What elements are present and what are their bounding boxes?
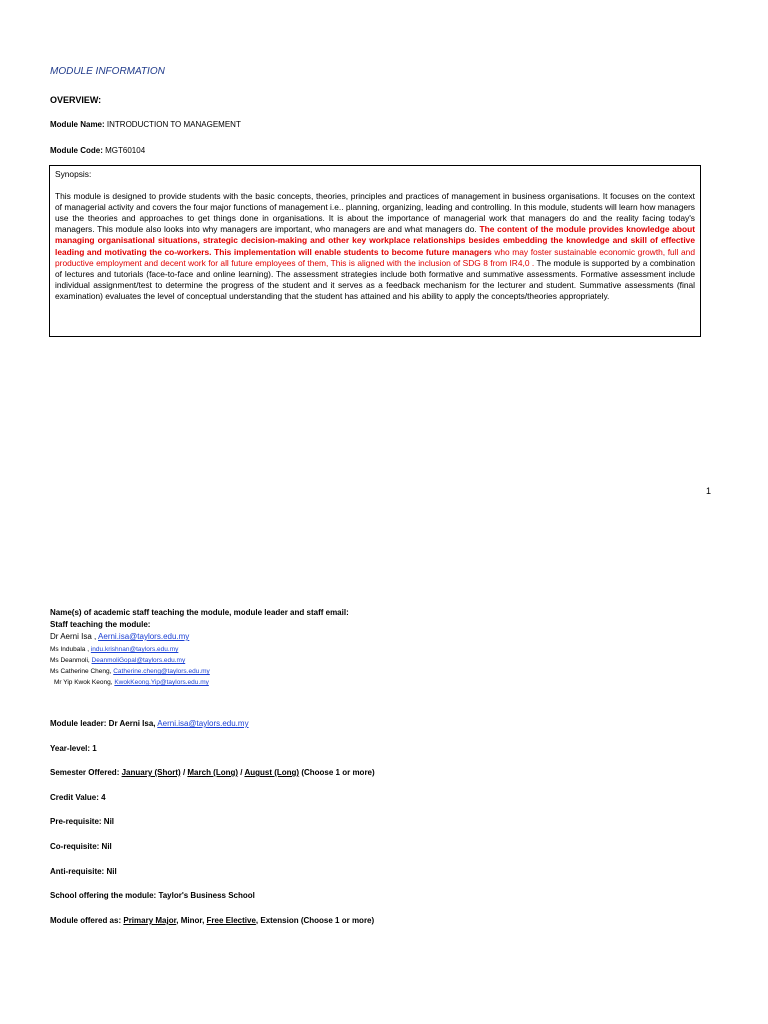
- semester-note: (Choose 1 or more): [301, 768, 375, 777]
- module-leader-email[interactable]: Aerni.isa@taylors.edu.my: [157, 719, 249, 728]
- module-name-value: INTRODUCTION TO MANAGEMENT: [106, 120, 241, 129]
- semester-row: Semester Offered: January (Short) / March (Long) / August (Long) (Choose 1 or more): [50, 768, 375, 777]
- section-title: MODULE INFORMATION: [50, 66, 165, 77]
- semester-option: August (Long): [244, 768, 300, 777]
- synopsis-text: [55, 191, 695, 302]
- module-leader-label: Module leader: Dr Aerni Isa,: [50, 719, 156, 728]
- semester-option: January (Short): [121, 768, 181, 777]
- offered-option: Minor: [180, 916, 203, 925]
- staff-member-email[interactable]: DeanmoliGopal@taylors.edu.my: [91, 657, 186, 664]
- staff-member-row: [54, 679, 209, 686]
- offered-note: (Choose 1 or more): [300, 916, 375, 925]
- staff-member-email[interactable]: Aerni.isa@taylors.edu.my: [98, 632, 190, 641]
- synopsis-text-part1: This module is designed to provide students with the basic concepts, theories, principles and practices of management in business organisations. It focuses on the context of managerial activity and covers the four major functions of management i.e.. planning, organizing, leading and controlling. In this module, students will learn how managers use the theories and approaches to get things done in organisations. It is about the importance of managerial work that managers do and the reality facing today's managers. This module also looks into why managers are important, who managers are and what managers do.: [55, 191, 695, 235]
- school-offering: School offering the module: Taylor's Business School: [50, 891, 255, 900]
- staff-member-name: Ms Deanmoli,: [50, 657, 90, 664]
- staff-member-row: [50, 668, 210, 675]
- semester-label: Semester Offered:: [50, 768, 120, 777]
- overview-label: OVERVIEW:: [50, 95, 102, 105]
- year-level: Year-level: 1: [50, 744, 97, 753]
- co-requisite: Co-requisite: Nil: [50, 842, 112, 851]
- synopsis-label: Synopsis:: [55, 169, 92, 179]
- pre-requisite: Pre-requisite: Nil: [50, 817, 115, 826]
- staff-member-row: [50, 657, 185, 664]
- offered-label: Module offered as:: [50, 916, 122, 925]
- offered-option: Primary Major: [123, 916, 177, 925]
- staff-member-email[interactable]: indu.krishnan@taylors.edu.my: [90, 646, 179, 653]
- synopsis-box: [49, 165, 701, 337]
- module-offered-row: Module offered as: Primary Major, Minor, Free Elective, Extension (Choose 1 or more): [50, 916, 375, 925]
- page-number: 1: [706, 486, 712, 496]
- module-code-value: MGT60104: [105, 146, 146, 155]
- module-name-row: [50, 120, 241, 129]
- staff-member-row: [50, 632, 189, 641]
- synopsis-text-highlight: The content of the module provides knowledge about managing organisational situations, strategic decision-making and other key workplace relationships besides embedding the knowledge and skill of effective leading and motivating the co-workers. This implementation will enable students to become future managers: [55, 224, 696, 257]
- staff-member-name: Ms Catherine Cheng,: [50, 668, 112, 675]
- staff-member-name: Dr Aerni Isa ,: [50, 632, 97, 641]
- offered-option: Free Elective: [206, 916, 256, 925]
- offered-option: Extension: [260, 916, 299, 925]
- staff-member-email[interactable]: Catherine.cheng@taylors.edu.my: [113, 668, 210, 675]
- staff-member-name: Mr Yip Kwok Keong,: [54, 679, 113, 686]
- staff-member-name: Ms Indubala ,: [50, 646, 90, 653]
- synopsis-text-part2: The module is supported by a combination of lectures and tutorials (face-to-face and online learning). The assessment strategies include both formative and summative assessments. Formative assessment include individual assignment/test to determine the progress of the student and it serves as a feedback mechanism for the lecturer and student. Summative assessments (final examination) evaluates the level of conceptual understanding that the student has attained and his ability to apply the concepts/theories appropriately.: [55, 257, 695, 301]
- module-code-row: [50, 146, 145, 155]
- module-code-label: Module Code:: [50, 146, 103, 155]
- module-leader-row: [50, 719, 249, 728]
- module-name-label: Module Name:: [50, 120, 105, 129]
- staff-heading: Name(s) of academic staff teaching the module, module leader and staff email:: [50, 608, 349, 617]
- staff-subheading: Staff teaching the module:: [50, 620, 151, 629]
- credit-value: Credit Value: 4: [50, 793, 106, 802]
- semester-option: March (Long): [187, 768, 239, 777]
- staff-member-row: [50, 646, 178, 653]
- staff-member-email[interactable]: KwokKeong.Yip@taylors.edu.my: [114, 679, 209, 686]
- synopsis-text-sdg: who may foster sustainable economic growth, full and productive employment and decent work for all future employees of them, This is aligned with the inclusion of SDG 8 from IR4,0 .: [55, 246, 695, 268]
- anti-requisite: Anti-requisite: Nil: [50, 867, 117, 876]
